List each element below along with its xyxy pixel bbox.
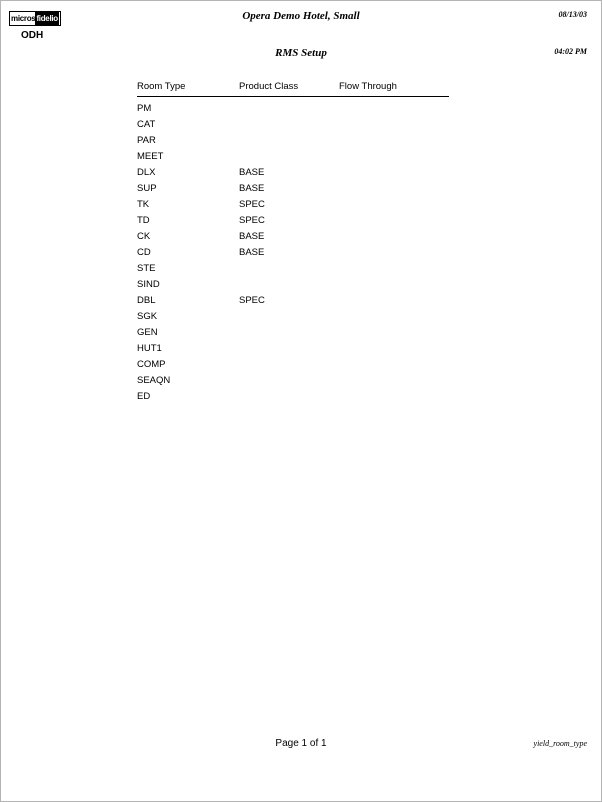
- cell-room-type: CAT: [137, 119, 156, 130]
- table-row: [137, 167, 449, 183]
- cell-room-type: CK: [137, 231, 151, 242]
- table-header-row: [137, 81, 449, 96]
- table-row: [137, 215, 449, 231]
- table-row: [137, 151, 449, 167]
- table-row: [137, 135, 449, 151]
- table-row: [137, 263, 449, 279]
- cell-room-type: STE: [137, 263, 156, 274]
- cell-product-class: BASE: [239, 167, 265, 178]
- column-header-room-type: Room Type: [137, 81, 186, 92]
- cell-room-type: DLX: [137, 167, 156, 178]
- table-row: [137, 391, 449, 407]
- cell-room-type: PAR: [137, 135, 156, 146]
- cell-product-class: BASE: [239, 247, 265, 258]
- cell-room-type: SUP: [137, 183, 157, 194]
- cell-product-class: SPEC: [239, 199, 265, 210]
- report-date: 08/13/03: [558, 10, 587, 19]
- table-row: [137, 183, 449, 199]
- table-row: [137, 359, 449, 375]
- cell-room-type: TK: [137, 199, 150, 210]
- table-row: [137, 119, 449, 135]
- cell-room-type: COMP: [137, 359, 166, 370]
- cell-room-type: CD: [137, 247, 151, 258]
- table-row: [137, 327, 449, 343]
- table-row: [137, 247, 449, 263]
- cell-product-class: SPEC: [239, 295, 265, 306]
- cell-room-type: MEET: [137, 151, 164, 162]
- cell-room-type: SEAQN: [137, 375, 171, 386]
- report-time: 04:02 PM: [554, 47, 587, 56]
- table-body: [137, 103, 449, 407]
- table-row: [137, 279, 449, 295]
- cell-room-type: TD: [137, 215, 150, 226]
- column-header-product-class: Product Class: [239, 81, 299, 92]
- logo-text-micros: micros: [11, 14, 36, 23]
- page-number: Page 1 of 1: [275, 738, 327, 749]
- column-header-flow-through: Flow Through: [339, 81, 397, 92]
- cell-product-class: SPEC: [239, 215, 265, 226]
- report-title: RMS Setup: [275, 47, 327, 59]
- cell-product-class: BASE: [239, 231, 265, 242]
- table-row: [137, 311, 449, 327]
- cell-room-type: SIND: [137, 279, 160, 290]
- table-row: [137, 343, 449, 359]
- property-code: ODH: [21, 30, 44, 41]
- rms-setup-table: [137, 81, 449, 407]
- logo-text-fidelio: fidelio: [35, 12, 58, 26]
- cell-room-type: HUT1: [137, 343, 162, 354]
- cell-room-type: GEN: [137, 327, 158, 338]
- cell-product-class: BASE: [239, 183, 265, 194]
- table-row: [137, 295, 449, 311]
- cell-room-type: PM: [137, 103, 152, 114]
- hotel-name: Opera Demo Hotel, Small: [242, 10, 360, 22]
- cell-room-type: SGK: [137, 311, 158, 322]
- table-row: [137, 231, 449, 247]
- table-row: [137, 103, 449, 119]
- cell-room-type: ED: [137, 391, 151, 402]
- report-id: yield_room_type: [533, 739, 587, 748]
- header-divider: [137, 96, 449, 97]
- cell-room-type: DBL: [137, 295, 156, 306]
- table-row: [137, 199, 449, 215]
- table-row: [137, 375, 449, 391]
